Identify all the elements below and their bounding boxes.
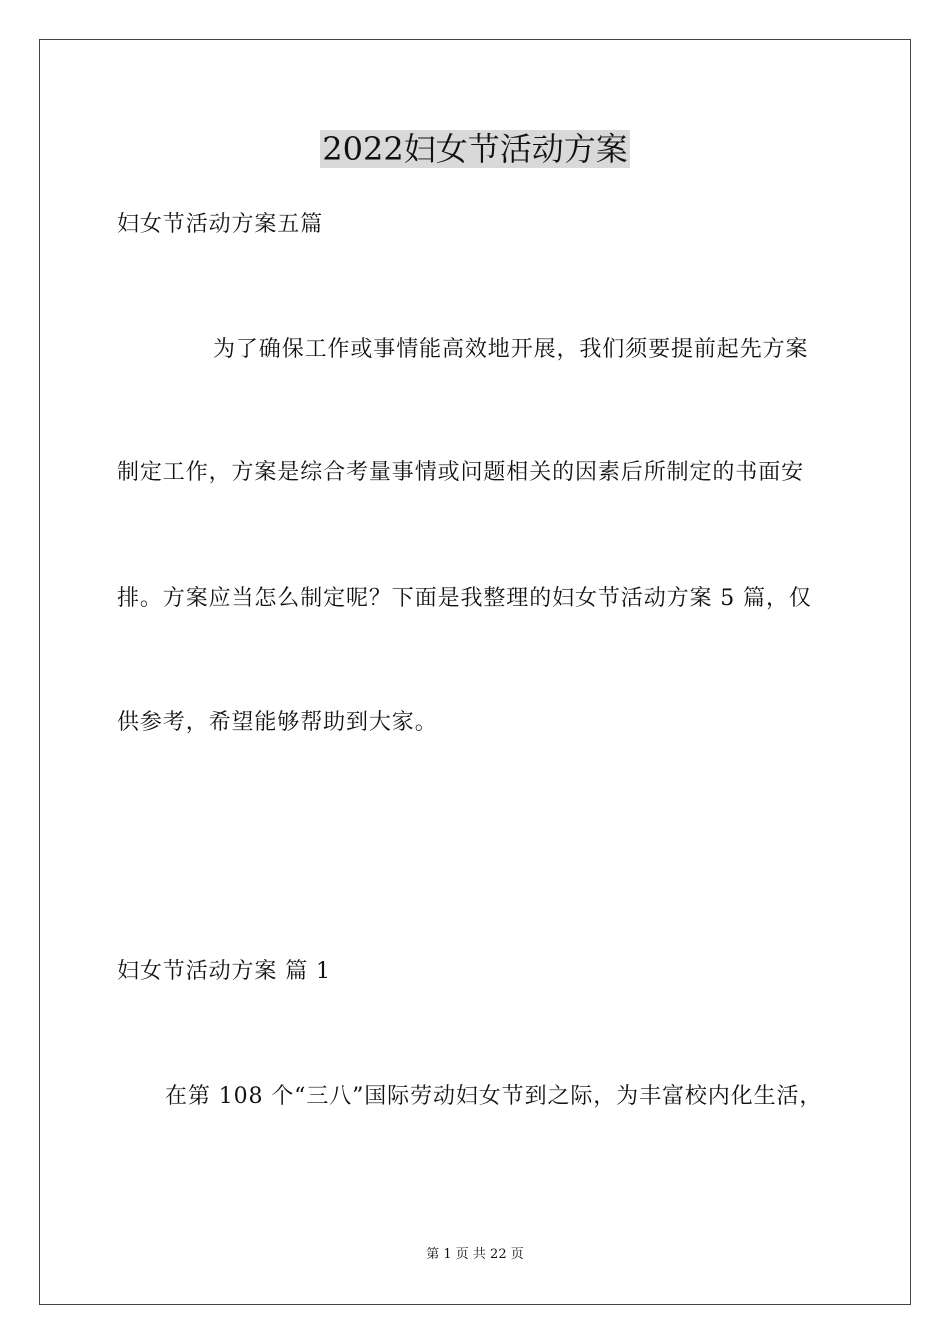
document-title-text: 2022妇女节活动方案 (322, 130, 628, 168)
section-heading: 妇女节活动方案 篇 1 (117, 959, 331, 984)
page-number-footer: 第 1 页 共 22 页 (426, 1247, 524, 1262)
intro-line-2: 制定工作，方案是综合考量事情或问题相关的因素后所制定的书面安 (117, 460, 805, 485)
intro-line-1: 为了确保工作或事情能高效地开展，我们须要提前起先方案 (213, 337, 809, 362)
document-subtitle: 妇女节活动方案五篇 (117, 212, 324, 237)
intro-line-4: 供参考，希望能够帮助到大家。 (117, 710, 438, 735)
intro-line-3: 排。方案应当怎么制定呢？下面是我整理的妇女节活动方案 5 篇，仅 (117, 586, 812, 611)
section-paragraph-line: 在第 108 个“三八”国际劳动妇女节到之际，为丰富校内化生活， (165, 1084, 823, 1109)
document-title (0, 127, 950, 171)
